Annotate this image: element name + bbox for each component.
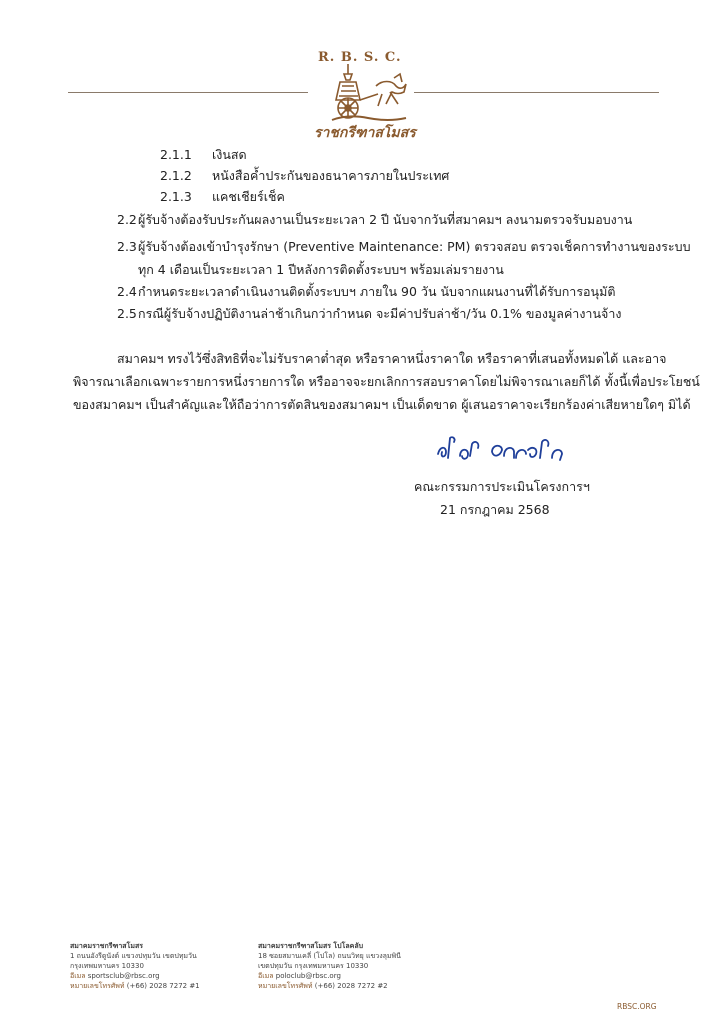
footer-left-phone: (+66) 2028 7272 #1	[126, 982, 200, 990]
paragraph-line: ของสมาคมฯ เป็นสำคัญและให้ถือว่าการตัดสินของสมาคมฯ เป็นเด็ดขาด ผู้เสนอราคาจะเรียกร้องค่าเสียหายใดๆ มิได้	[73, 397, 691, 412]
footer-left-address-2: กรุงเทพมหานคร 10330	[70, 962, 144, 970]
paragraph-line: สมาคมฯ ทรงไว้ซึ่งสิทธิที่จะไม่รับราคาต่ำสุด หรือราคาหนึ่งราคาใด หรือราคาที่เสนอทั้งหมดได้ และอาจ	[117, 351, 667, 366]
condition-number: 2.3	[117, 239, 137, 254]
sub-item-text: หนังสือค้ำประกันของธนาคารภายในประเทศ	[212, 168, 450, 183]
footer-right-email[interactable]: poloclub@rbsc.org	[275, 972, 341, 980]
footer-left-phone-label: หมายเลขโทรศัพท์	[70, 982, 125, 990]
sub-item-number: 2.1.2	[160, 168, 192, 183]
footer-left-email[interactable]: sportsclub@rbsc.org	[87, 972, 160, 980]
header-rule-right	[414, 92, 659, 93]
paragraph-line: พิจารณาเลือกเฉพาะรายการหนึ่งรายการใด หรืออาจจะยกเลิกการสอบราคาโดยไม่พิจารณาเลยก็ได้ ทั้งนี้เพื่อประโยชน์	[73, 374, 700, 389]
footer-right-title: สมาคมราชกรีฑาสโมสร โปโลคลับ	[258, 942, 364, 950]
footer-right-email-label: อีเมล	[258, 972, 274, 980]
footer-left-block	[70, 941, 200, 991]
footer-right-phone: (+66) 2028 7272 #2	[314, 982, 388, 990]
sub-item-number: 2.1.3	[160, 189, 192, 204]
condition-text-continued: ทุก 4 เดือนเป็นระยะเวลา 1 ปีหลังการติดตั้งระบบฯ พร้อมเล่มรายงาน	[138, 262, 504, 277]
footer-left-title: สมาคมราชกรีฑาสโมสร	[70, 942, 143, 950]
committee-name: คณะกรรมการประเมินโครงการฯ	[414, 479, 590, 494]
condition-text: ผู้รับจ้างต้องรับประกันผลงานเป็นระยะเวลา 2 ปี นับจากวันที่สมาคมฯ ลงนามตรวจรับมอบงาน	[138, 212, 633, 227]
logo-initials: R. B. S. C.	[318, 50, 402, 65]
footer-left-address-1: 1 ถนนอังรีดูนังต์ แขวงปทุมวัน เขตปทุมวัน	[70, 952, 197, 960]
sub-item-text: เงินสด	[212, 147, 247, 162]
footer-right-address-1: 18 ซอยสมานเคลี่ (โปโล) ถนนวิทยุ แขวงลุมพินี	[258, 952, 401, 960]
logo-name-thai: ราชกรีฑาสโมสร	[314, 125, 416, 141]
rbsc-logo	[312, 50, 424, 142]
condition-number: 2.5	[117, 306, 137, 321]
handwritten-signature	[434, 430, 594, 464]
condition-text: กำหนดระยะเวลาดำเนินงานติดตั้งระบบฯ ภายใน 90 วัน นับจากแผนงานที่ได้รับการอนุมัติ	[138, 284, 616, 299]
footer-right-phone-label: หมายเลขโทรศัพท์	[258, 982, 313, 990]
condition-number: 2.4	[117, 284, 137, 299]
document-date: 21 กรกฎาคม 2568	[440, 502, 550, 517]
condition-number: 2.2	[117, 212, 137, 227]
footer-website-link[interactable]: RBSC.ORG	[617, 1002, 657, 1011]
condition-text: กรณีผู้รับจ้างปฏิบัติงานล่าช้าเกินกว่ากำหนด จะมีค่าปรับล่าช้า/วัน 0.1% ของมูลค่างานจ้าง	[138, 306, 622, 321]
footer-left-email-label: อีเมล	[70, 972, 86, 980]
header-rule-left	[68, 92, 308, 93]
condition-text: ผู้รับจ้างต้องเข้าบำรุงรักษา (Preventive Maintenance: PM) ตรวจสอบ ตรวจเช็คการทำงานของระบบ	[138, 239, 691, 254]
sub-item-text: แคชเชียร์เช็ค	[212, 189, 285, 204]
footer-right-address-2: เขตปทุมวัน กรุงเทพมหานคร 10330	[258, 962, 369, 970]
footer-right-block	[258, 941, 401, 991]
chariot-emblem-icon	[326, 60, 410, 122]
sub-item-number: 2.1.1	[160, 147, 192, 162]
